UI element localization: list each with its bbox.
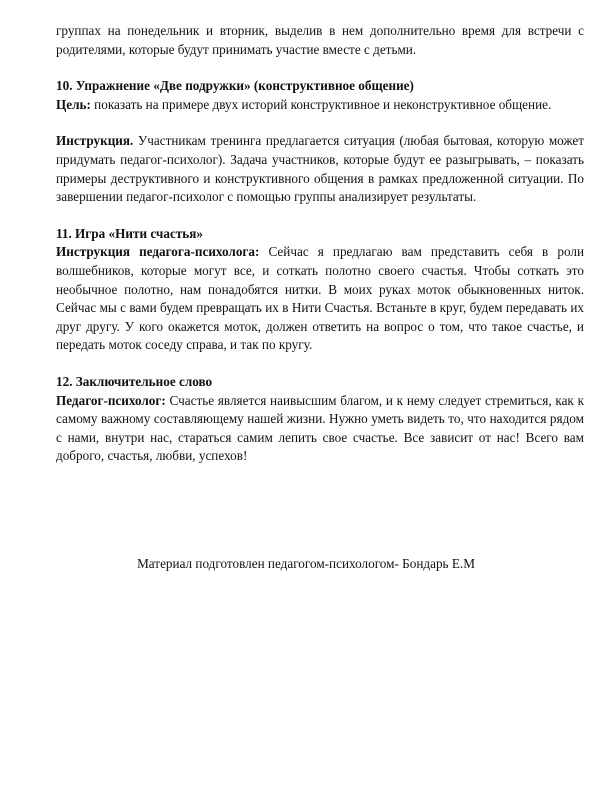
section-11-heading xyxy=(56,225,584,244)
spacer xyxy=(56,114,584,132)
section-11-instruction xyxy=(56,243,584,355)
section-10-heading-text: 10. Упражнение «Две подружки» (конструктивное общение) xyxy=(56,78,414,94)
goal-label: Цель: xyxy=(56,96,91,112)
instruction-text: Участникам тренинга предлагается ситуация (любая бытовая, которую может придумать педагог-психолог). Задача участников, которые будут ее разыгрывать, – показать примеры деструктивного и конструктивного общения в рамках предложенной ситуации. По завершении педагог-психолог с помощью группы анализирует результаты. xyxy=(56,133,584,205)
section-10-goal xyxy=(56,96,584,115)
spacer xyxy=(56,355,584,373)
spacer xyxy=(56,207,584,225)
section-12-speech xyxy=(56,392,584,466)
speaker-label: Педагог-психолог: xyxy=(56,392,166,408)
speech-text: Счастье является наивысшим благом, и к нему следует стремиться, как к самому важному составляющему нашей жизни. Нужно уметь видеть то, что находится рядом с нами, внутри нас, стараться самим лепить свое счастье. Все зависит от нас! Всего вам доброго, счастья, любви, успехов! xyxy=(56,392,584,464)
section-10-instruction xyxy=(56,132,584,206)
section-11-heading-text: 11. Игра «Нити счастья» xyxy=(56,225,203,241)
spacer xyxy=(56,59,584,77)
instruction-label: Инструкция педагога-психолога: xyxy=(56,244,260,260)
section-10-heading xyxy=(56,77,584,96)
goal-text: показать на примере двух историй конструктивное и неконструктивное общение. xyxy=(90,96,552,112)
author-credit: Материал подготовлен педагогом-психологом- Бондарь Е.М xyxy=(137,556,475,571)
intro-paragraph: группах на понедельник и вторник, выделив в нем дополнительно время для встречи с родителями, которые будут принимать участие вместе с детьми. xyxy=(56,23,584,57)
instruction-label: Инструкция. xyxy=(56,133,134,149)
section-12-heading xyxy=(56,373,584,392)
section-12-heading-text: 12. Заключительное слово xyxy=(56,373,213,389)
document-page xyxy=(56,22,584,466)
instruction-text: Сейчас я предлагаю вам представить себя в роли волшебников, которые могут все, и соткать полотно своего счастья. Чтобы соткать это необычное полотно, нам понадобятся нитки. В моих руках моток обыкновенных ниток. Сейчас мы с вами будем превращать их в Нити Счастья. Встаньте в круг, будем передавать их друг другу. У кого окажется моток, должен ответить на вопрос о том, что такое счастье, и передать моток соседу справа, и так по кругу. xyxy=(56,244,584,353)
